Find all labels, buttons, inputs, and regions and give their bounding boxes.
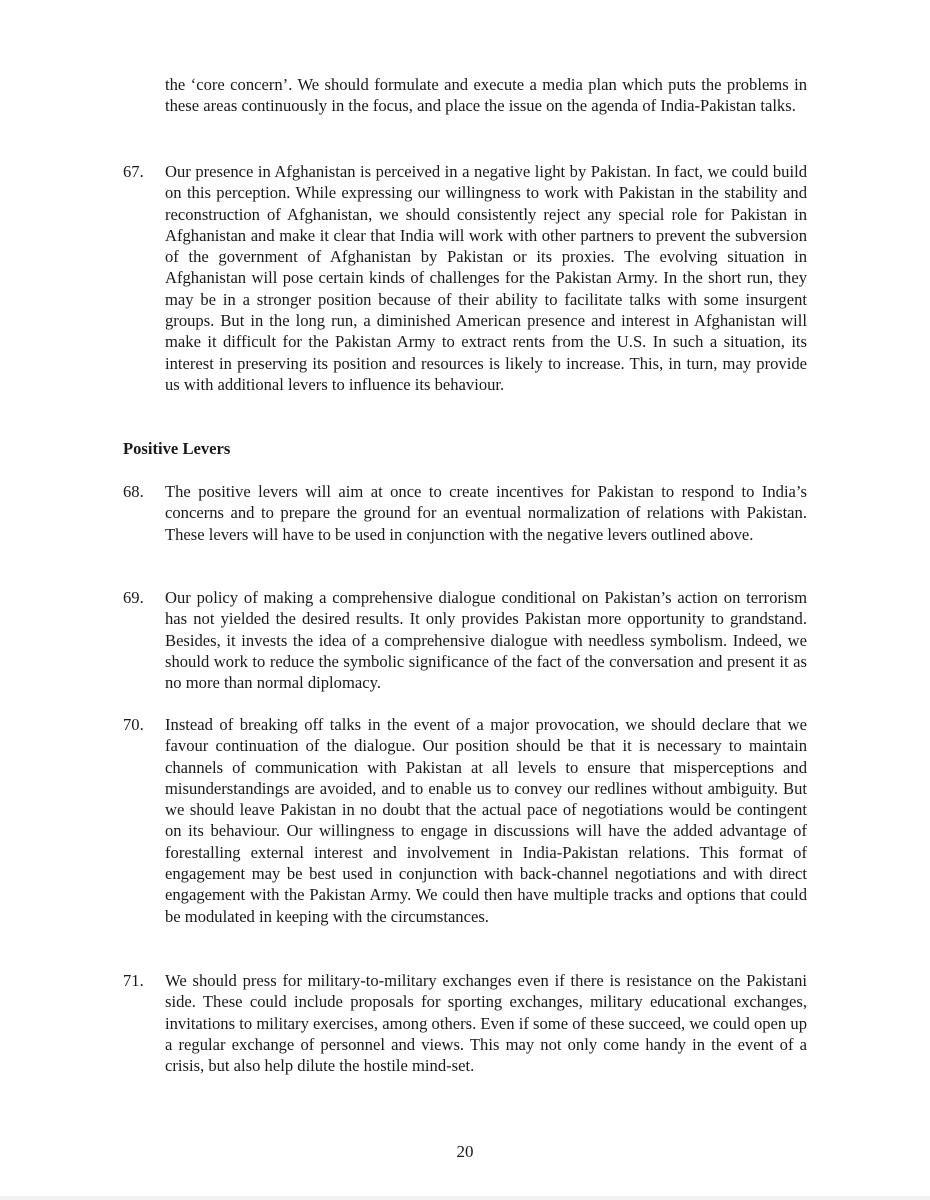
page-bottom-edge — [0, 1196, 930, 1200]
paragraph-70 — [123, 714, 807, 927]
paragraph-text: Our presence in Afghanistan is perceived in a negative light by Pakistan. In fact, we could build on this perception. While expressing our willingness to work with Pakistan in the stability and reconstruction of Afghanistan, we should consistently reject any special role for Pakistan in Afghanistan and make it clear that India will work with other partners to prevent the subversion of the government of Afghanistan by Pakistan or its proxies. The evolving situation in Afghanistan will pose certain kinds of challenges for the Pakistan Army. In the short run, they may be in a stronger position because of their ability to facilitate talks with some insurgent groups. But in the long run, a diminished American presence and interest in Afghanistan will make it difficult for the Pakistan Army to extract rents from the U.S. In such a situation, its interest in preserving its position and resources is likely to increase. This, in turn, may provide us with additional levers to influence its behaviour. — [165, 162, 807, 394]
section-heading: Positive Levers — [123, 439, 231, 458]
paragraph-text: Our policy of making a comprehensive dialogue conditional on Pakistan’s action on terrorism has not yielded the desired results. It only provides Pakistan more opportunity to grandstand. Besides, it invests the idea of a comprehensive dialogue with needless symbolism. Indeed, we should work to reduce the symbolic significance of the fact of the conversation and present it as no more than normal diplomacy. — [165, 588, 807, 693]
continuation-paragraph: the ‘core concern’. We should formulate and execute a media plan which puts the problems in these areas continuously in the focus, and place the issue on the agenda of India-Pakistan talks. — [165, 75, 807, 116]
paragraph-text: Instead of breaking off talks in the event of a major provocation, we should declare that we favour continuation of the dialogue. Our position should be that it is necessary to maintain channels of communication with Pakistan at all levels to ensure that misperceptions and misunderstandings are avoided, and to enable us to convey our redlines without ambiguity. But we should leave Pakistan in no doubt that the actual pace of negotiations would be contingent on its behaviour. Our willingness to engage in discussions will have the added advantage of forestalling external interest and involvement in India-Pakistan relations. This format of engagement may be best used in conjunction with back-channel negotiations and with direct engagement with the Pakistan Army. We could then have multiple tracks and options that could be modulated in keeping with the circumstances. — [165, 715, 807, 926]
paragraph-69 — [123, 587, 807, 693]
paragraph-text: The positive levers will aim at once to create incentives for Pakistan to respond to India’s concerns and to prepare the ground for an eventual normalization of relations with Pakistan. These levers will have to be used in conjunction with the negative levers outlined above. — [165, 482, 807, 544]
paragraph-68 — [123, 481, 807, 545]
paragraph-number: 71. — [123, 971, 144, 990]
paragraph-number: 69. — [123, 588, 144, 607]
paragraph-text: We should press for military-to-military exchanges even if there is resistance on the Pakistani side. These could include proposals for sporting exchanges, military educational exchanges, invitations to military exercises, among others. Even if some of these succeed, we could open up a regular exchange of personnel and views. This may not only come handy in the event of a crisis, but also help dilute the hostile mind-set. — [165, 971, 807, 1076]
paragraph-number: 70. — [123, 715, 144, 734]
paragraph-number: 67. — [123, 162, 144, 181]
paragraph-number: 68. — [123, 482, 144, 501]
paragraph-67 — [123, 161, 807, 395]
paragraph-71 — [123, 970, 807, 1076]
page-number: 20 — [456, 1142, 474, 1161]
